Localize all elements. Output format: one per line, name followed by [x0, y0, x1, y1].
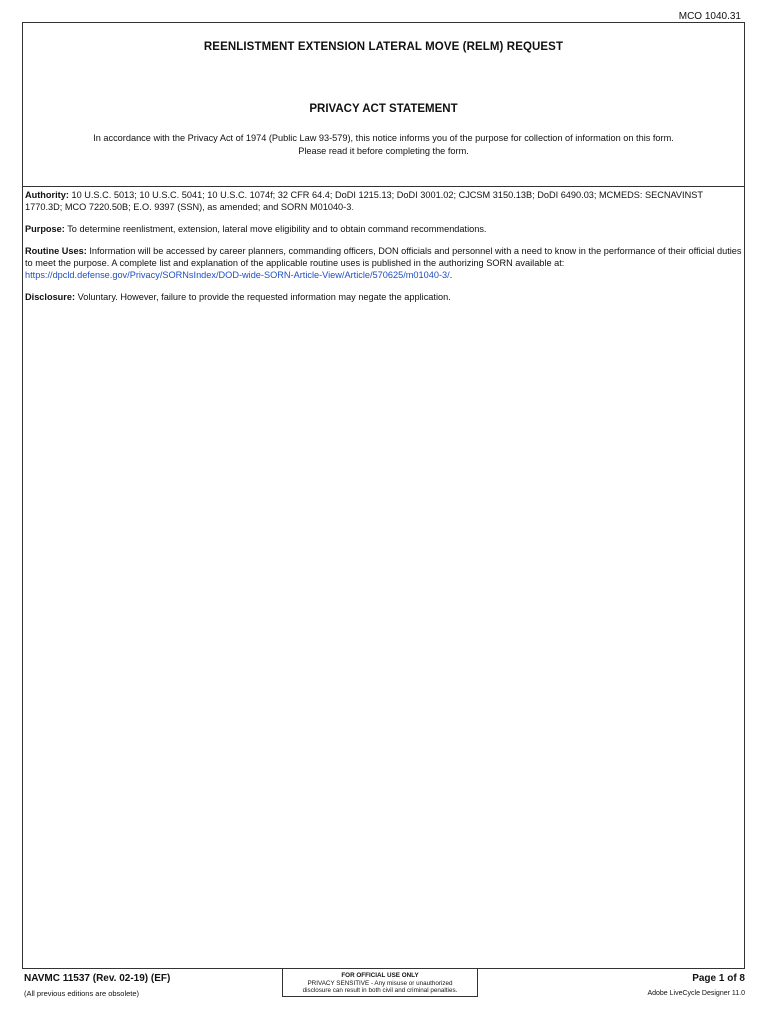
privacy-act-title: PRIVACY ACT STATEMENT: [309, 103, 458, 115]
footer-left: [24, 973, 170, 998]
fouo-label: FOR OFFICIAL USE ONLY: [341, 972, 419, 979]
form-title: REENLISTMENT EXTENSION LATERAL MOVE (RELM) REQUEST: [203, 41, 564, 53]
page-number: Page 1 of 8: [692, 973, 745, 984]
designer-note: Adobe LiveCycle Designer 11.0: [647, 990, 745, 997]
disclosure-text: Voluntary. However, failure to provide the requested information may negate the application.: [77, 292, 451, 302]
privacy-sensitive-line-1: PRIVACY SENSITIVE - Any misuse or unauthorized: [307, 979, 453, 987]
authority-label: Authority:: [25, 190, 69, 200]
page-footer: [22, 969, 745, 999]
privacy-sensitive-line-2: disclosure can result in both civil and criminal penalties.: [302, 987, 458, 994]
routine-uses-text: Information will be accessed by career planners, commanding officers, DON officials and personnel with a need to know in the performance of their official duties to meet the purpose. A complete list and explanation of the applicable routine uses is published in the authorizing SORN available at:: [25, 246, 742, 268]
fouo-box: [282, 969, 478, 997]
privacy-intro: [43, 132, 724, 158]
purpose-paragraph: [25, 223, 742, 235]
disclosure-paragraph: [25, 291, 742, 303]
routine-uses-paragraph: [25, 245, 742, 281]
footer-right: [647, 973, 745, 997]
obsolete-note: (All previous editions are obsolete): [24, 989, 140, 998]
routine-uses-end: .: [449, 270, 453, 280]
purpose-label: Purpose:: [25, 224, 65, 234]
sorn-link[interactable]: https://dpcld.defense.gov/Privacy/SORNsIndex/DOD-wide-SORN-Article-View/Article/570625/m01040-3/: [25, 270, 450, 280]
authority-text: 10 U.S.C. 5013; 10 U.S.C. 5041; 10 U.S.C. 1074f; 32 CFR 64.4; DoDI 1215.13; DoDI 3001.02; CJCSM 3150.13B; DoDI 6490.03; MCMEDS: SECNAVINST 1770.3D; MCO 7220.50B; E.O. 9397 (SSN), as amended; and SORN M01040-3: [25, 190, 703, 212]
routine-uses-label: Routine Uses:: [25, 246, 87, 256]
privacy-intro-line-1: In accordance with the Privacy Act of 1974 (Public Law 93-579), this notice informs you of the purpose for collection of information on this form.: [93, 133, 674, 143]
disclosure-label: Disclosure:: [25, 292, 76, 302]
form-number: NAVMC 11537 (Rev. 02-19) (EF): [24, 973, 171, 984]
authority-paragraph: [25, 189, 742, 213]
header-box: [23, 23, 744, 187]
privacy-body: [25, 189, 742, 313]
authority-link[interactable]: .: [351, 202, 354, 212]
privacy-intro-line-2: Please read it before completing the form.: [298, 146, 469, 156]
mco-number: MCO 1040.31: [678, 11, 741, 22]
purpose-text: To determine reenlistment, extension, lateral move eligibility and to obtain command recommendations.: [67, 224, 487, 234]
form-frame: [22, 22, 745, 969]
